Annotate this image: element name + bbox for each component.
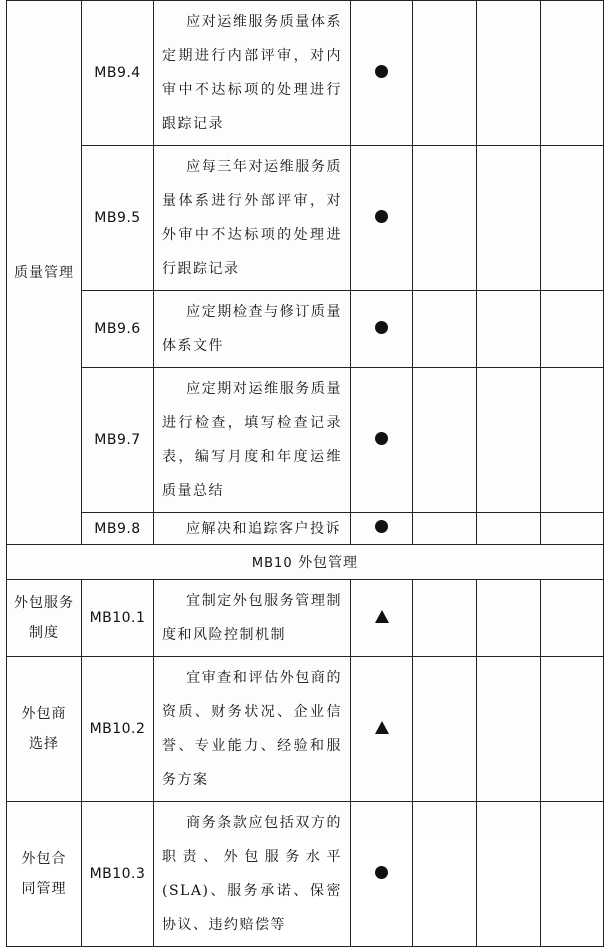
requirement-text-content: 宜制定外包服务管理制度和风险控制机制 bbox=[162, 593, 342, 643]
requirement-text bbox=[154, 657, 351, 802]
empty-cell bbox=[477, 146, 541, 291]
empty-cell bbox=[413, 1, 477, 146]
empty-cell bbox=[477, 1, 541, 146]
empty-cell bbox=[413, 513, 477, 545]
empty-cell bbox=[477, 513, 541, 545]
mark-cell bbox=[351, 291, 413, 368]
empty-cell bbox=[477, 802, 541, 947]
category-cell-quality bbox=[7, 1, 82, 545]
requirement-text-content: 应解决和追踪客户投诉 bbox=[186, 520, 341, 537]
table-row bbox=[7, 146, 604, 291]
item-code: MB10.3 bbox=[82, 802, 154, 947]
empty-cell bbox=[541, 513, 604, 545]
mark-cell bbox=[351, 657, 413, 802]
item-code: MB9.8 bbox=[82, 513, 154, 545]
category-label: 外包服务制度 bbox=[14, 595, 74, 641]
category-cell bbox=[7, 580, 82, 657]
requirement-text-content: 应对运维服务质量体系定期进行内部评审，对内审中不达标项的处理进行跟踪记录 bbox=[162, 14, 342, 132]
empty-cell bbox=[541, 291, 604, 368]
requirement-text bbox=[154, 146, 351, 291]
filled-circle-icon bbox=[375, 210, 388, 223]
item-code: MB9.4 bbox=[82, 1, 154, 146]
empty-cell bbox=[413, 580, 477, 657]
table-row bbox=[7, 291, 604, 368]
table-row bbox=[7, 580, 604, 657]
empty-cell bbox=[477, 368, 541, 513]
requirement-text-content: 应每三年对运维服务质量体系进行外部评审，对外审中不达标项的处理进行跟踪记录 bbox=[162, 159, 342, 277]
filled-circle-icon bbox=[375, 432, 388, 445]
filled-circle-icon bbox=[375, 866, 388, 879]
table-row bbox=[7, 513, 604, 545]
filled-circle-icon bbox=[375, 65, 388, 78]
section-header bbox=[7, 545, 604, 580]
empty-cell bbox=[413, 802, 477, 947]
requirement-text bbox=[154, 802, 351, 947]
section-header-row bbox=[7, 545, 604, 580]
filled-triangle-icon bbox=[375, 721, 389, 734]
mark-cell bbox=[351, 1, 413, 146]
table-row bbox=[7, 657, 604, 802]
requirement-text bbox=[154, 580, 351, 657]
item-code: MB9.6 bbox=[82, 291, 154, 368]
empty-cell bbox=[541, 580, 604, 657]
item-code: MB10.1 bbox=[82, 580, 154, 657]
filled-circle-icon bbox=[375, 321, 388, 334]
section-title: 外包管理 bbox=[298, 555, 359, 571]
empty-cell bbox=[541, 1, 604, 146]
section-code: MB10 bbox=[251, 556, 293, 571]
empty-cell bbox=[541, 657, 604, 802]
mark-cell bbox=[351, 580, 413, 657]
item-code: MB9.7 bbox=[82, 368, 154, 513]
mark-cell bbox=[351, 802, 413, 947]
category-label: 外包商选择 bbox=[21, 706, 67, 752]
requirements-table bbox=[6, 0, 604, 947]
empty-cell bbox=[477, 580, 541, 657]
category-cell bbox=[7, 802, 82, 947]
item-code: MB10.2 bbox=[82, 657, 154, 802]
requirement-text-content: 应定期检查与修订质量体系文件 bbox=[162, 304, 342, 354]
requirement-text-content: 应定期对运维服务质量进行检查，填写检查记录表，编写月度和年度运维质量总结 bbox=[162, 381, 342, 499]
table-row bbox=[7, 368, 604, 513]
requirement-text bbox=[154, 368, 351, 513]
empty-cell bbox=[541, 146, 604, 291]
mark-cell bbox=[351, 146, 413, 291]
mark-cell bbox=[351, 368, 413, 513]
empty-cell bbox=[477, 657, 541, 802]
empty-cell bbox=[413, 368, 477, 513]
table-row bbox=[7, 1, 604, 146]
category-cell bbox=[7, 657, 82, 802]
empty-cell bbox=[413, 291, 477, 368]
category-label: 外包合同管理 bbox=[21, 851, 67, 897]
empty-cell bbox=[541, 368, 604, 513]
item-code: MB9.5 bbox=[82, 146, 154, 291]
empty-cell bbox=[413, 657, 477, 802]
filled-triangle-icon bbox=[375, 610, 389, 623]
mark-cell bbox=[351, 513, 413, 545]
empty-cell bbox=[541, 802, 604, 947]
category-label: 质量管理 bbox=[14, 264, 74, 281]
requirement-text bbox=[154, 1, 351, 146]
filled-circle-icon bbox=[375, 520, 388, 533]
requirement-text bbox=[154, 513, 351, 545]
empty-cell bbox=[413, 146, 477, 291]
table-row bbox=[7, 802, 604, 947]
empty-cell bbox=[477, 291, 541, 368]
requirement-text-content: 宜审查和评估外包商的资质、财务状况、企业信誉、专业能力、经验和服务方案 bbox=[162, 670, 342, 788]
requirement-text bbox=[154, 291, 351, 368]
requirement-text-content: 商务条款应包括双方的职责、外包服务水平(SLA)、服务承诺、保密协议、违约赔偿等 bbox=[162, 815, 342, 933]
